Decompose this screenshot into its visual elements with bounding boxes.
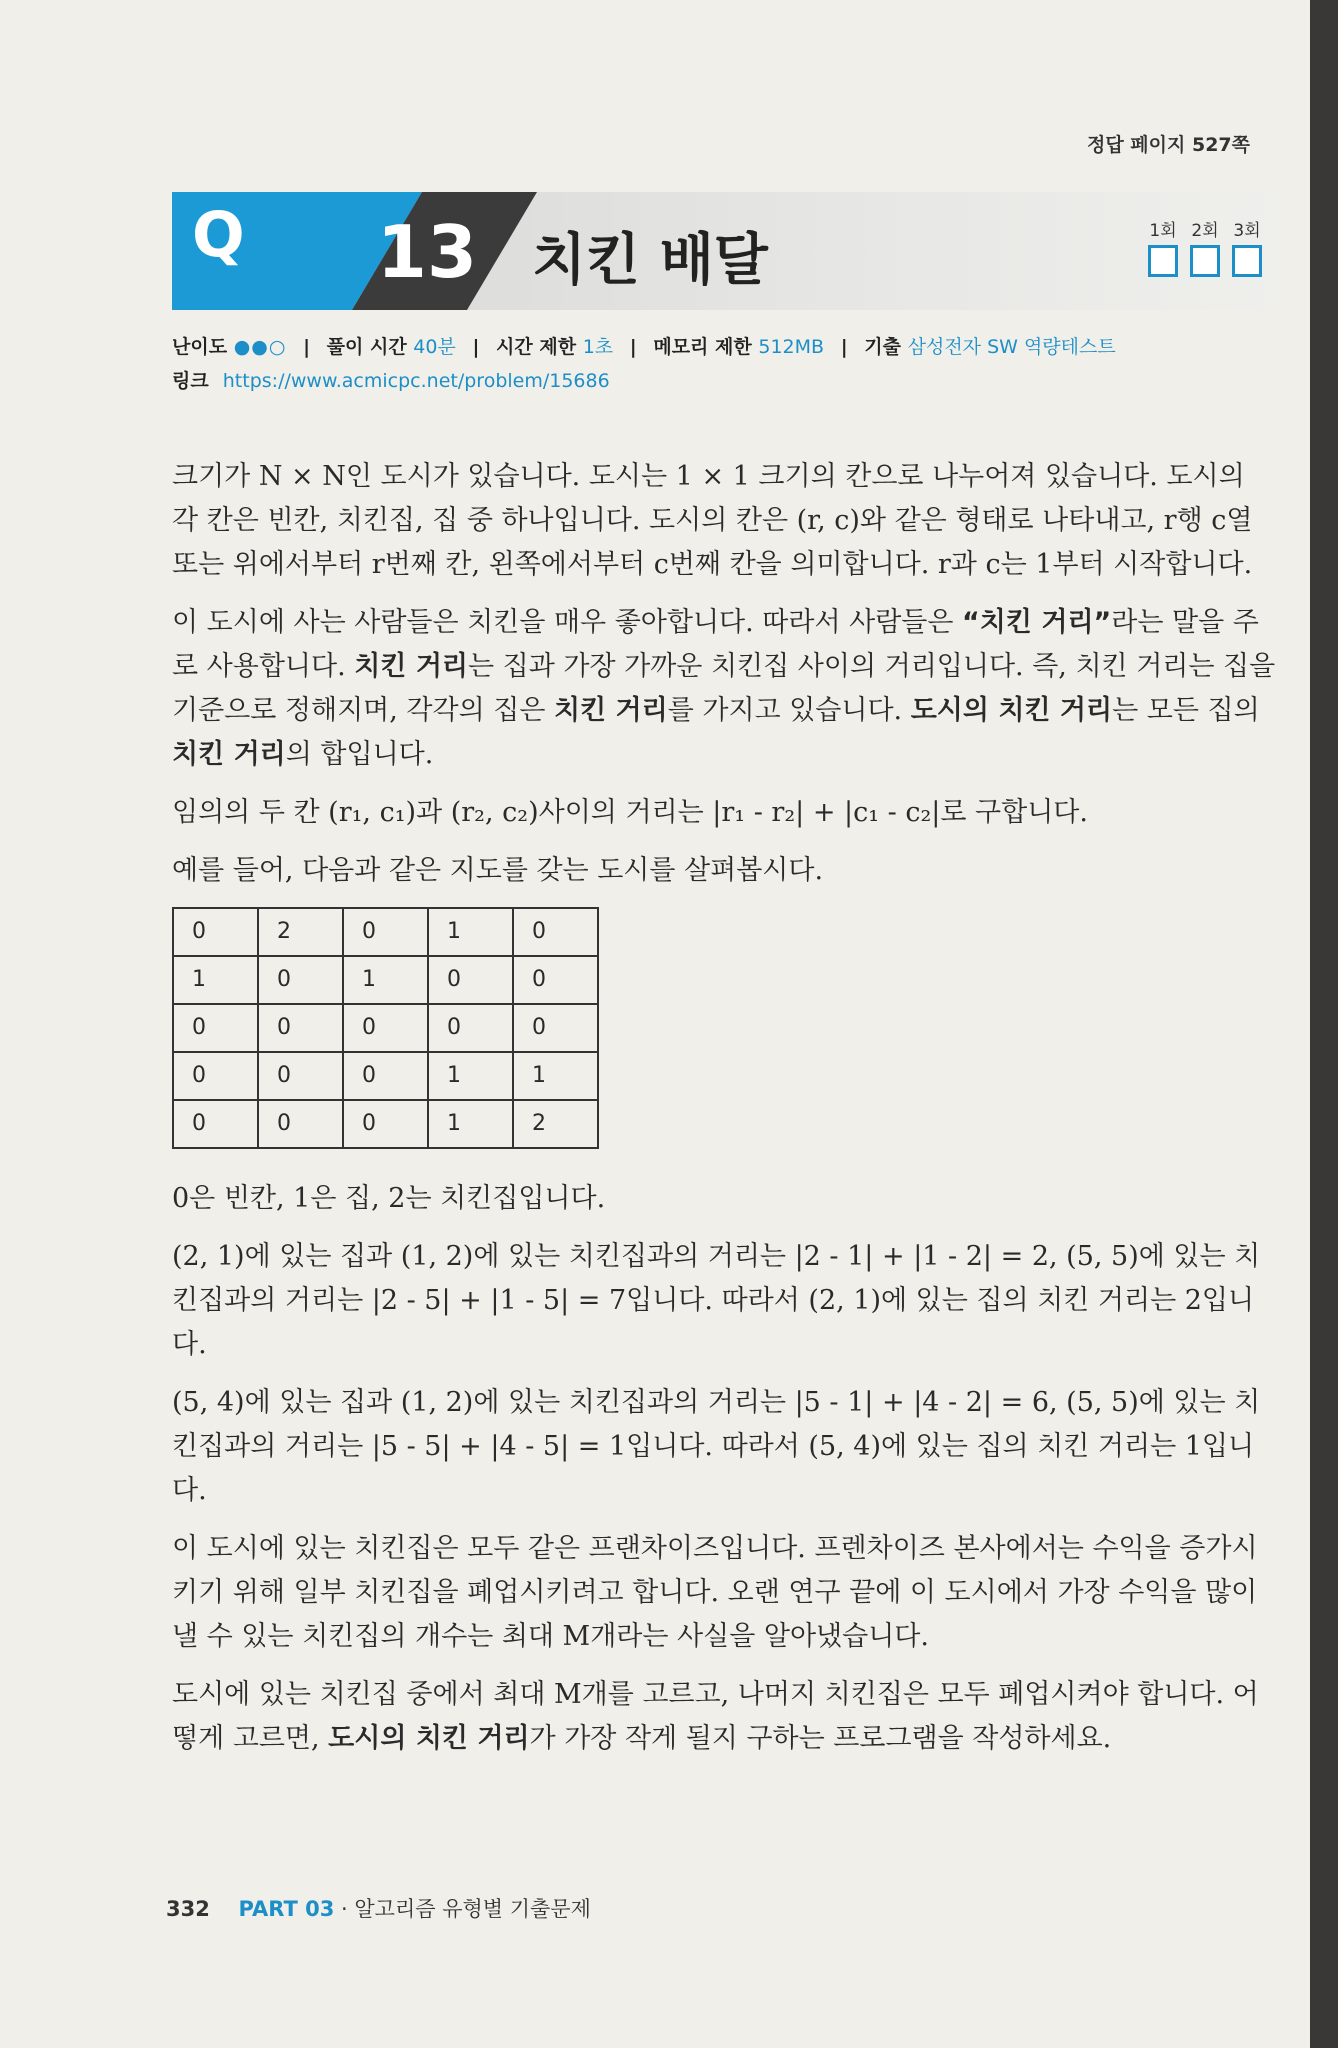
table-cell: 0	[258, 1052, 343, 1100]
table-cell: 1	[343, 956, 428, 1004]
difficulty-label: 난이도	[172, 336, 228, 358]
meta-separator: |	[629, 336, 637, 358]
table-cell: 0	[343, 908, 428, 956]
round-checkboxes	[1148, 216, 1262, 277]
table-cell: 2	[258, 908, 343, 956]
table-cell: 0	[173, 1052, 258, 1100]
limit-label: 시간 제한	[496, 336, 577, 358]
table-cell: 1	[428, 1052, 513, 1100]
table-cell: 0	[343, 1004, 428, 1052]
paragraph-2: 이 도시에 사는 사람들은 치킨을 매우 좋아합니다. 따라서 사람들은 “치킨 거리”라는 말을 주로 사용합니다. 치킨 거리는 집과 가장 가까운 치킨집 사이의 거리입니다. 즉, 치킨 거리는 집을 기준으로 정해지며, 각각의 집은 치킨 거리를 가지고 있습니다. 도시의 치킨 거리는 모든 집의 치킨 거리의 합입니다.	[172, 607, 1276, 770]
question-banner	[172, 192, 1282, 310]
paragraph-8: 이 도시에 있는 치킨집은 모두 같은 프랜차이즈입니다. 프렌차이즈 본사에서는 수익을 증가시키기 위해 일부 치킨집을 폐업시키려고 합니다. 오랜 연구 끝에 이 도시에서 가장 수익을 많이 낼 수 있는 치킨집의 개수는 최대 M개라는 사실을 알아냈습니다.	[172, 1533, 1258, 1652]
page-number: 332	[166, 1897, 210, 1921]
memory-value: 512MB	[758, 336, 825, 358]
meta-separator: |	[472, 336, 480, 358]
link-url[interactable]: https://www.acmicpc.net/problem/15686	[222, 370, 610, 392]
memory-label: 메모리 제한	[653, 336, 752, 358]
round-1-box[interactable]	[1148, 245, 1178, 277]
source-label: 기출	[864, 336, 901, 358]
table-cell: 1	[428, 908, 513, 956]
page-footer	[166, 1893, 591, 1923]
paragraph-7: (5, 4)에 있는 집과 (1, 2)에 있는 치킨집과의 거리는 |5 - 1| + |4 - 2| = 6, (5, 5)에 있는 치킨집과의 거리는 |5 - 5| + |4 - 5| = 1입니다. 따라서 (5, 4)에 있는 집의 치킨 거리는 1입니다.	[172, 1387, 1261, 1506]
table-cell: 2	[513, 1100, 598, 1148]
table-cell: 0	[513, 908, 598, 956]
table-cell: 0	[428, 956, 513, 1004]
paragraph-4: 예를 들어, 다음과 같은 지도를 갖는 도시를 살펴봅시다.	[172, 855, 824, 886]
paragraph-5: 0은 빈칸, 1은 집, 2는 치킨집입니다.	[172, 1183, 606, 1214]
table-row	[173, 1100, 598, 1148]
paragraph-1: 크기가 N × N인 도시가 있습니다. 도시는 1 × 1 크기의 칸으로 나누어져 있습니다. 도시의 각 칸은 빈칸, 치킨집, 집 중 하나입니다. 도시의 칸은 (r, c)와 같은 형태로 나타내고, r행 c열 또는 위에서부터 r번째 칸, 왼쪽에서부터 c번째 칸을 의미합니다. r과 c는 1부터 시작합니다.	[172, 461, 1253, 580]
problem-link	[172, 366, 610, 393]
problem-meta	[172, 332, 1116, 359]
time-value: 40분	[413, 336, 456, 358]
table-row	[173, 1052, 598, 1100]
problem-body	[172, 455, 1277, 1775]
question-letter: Q	[192, 198, 245, 271]
table-cell: 1	[513, 1052, 598, 1100]
question-number: 13	[376, 210, 478, 294]
table-cell: 0	[258, 1004, 343, 1052]
round-1-label: 1회	[1149, 221, 1177, 241]
source-value: 삼성전자 SW 역량테스트	[907, 336, 1116, 358]
table-row	[173, 956, 598, 1004]
table-cell: 0	[258, 956, 343, 1004]
table-cell: 0	[258, 1100, 343, 1148]
table-cell: 0	[513, 956, 598, 1004]
table-row	[173, 908, 598, 956]
time-label: 풀이 시간	[326, 336, 407, 358]
round-3[interactable]	[1232, 216, 1262, 277]
round-1[interactable]	[1148, 216, 1178, 277]
round-2-label: 2회	[1191, 221, 1219, 241]
table-cell: 0	[343, 1100, 428, 1148]
table-cell: 1	[428, 1100, 513, 1148]
table-cell: 0	[173, 1100, 258, 1148]
round-2-box[interactable]	[1190, 245, 1220, 277]
link-label: 링크	[172, 370, 209, 392]
answer-page-ref: 정답 페이지 527쪽	[1086, 134, 1250, 156]
table-cell: 0	[173, 908, 258, 956]
difficulty-dots: ●●○	[233, 336, 287, 358]
city-map-table	[172, 907, 599, 1149]
part-label: PART 03	[238, 1897, 335, 1921]
table-cell: 0	[343, 1052, 428, 1100]
limit-value: 1초	[582, 336, 614, 358]
question-title: 치킨 배달	[532, 228, 768, 293]
paragraph-6: (2, 1)에 있는 집과 (1, 2)에 있는 치킨집과의 거리는 |2 - 1| + |1 - 2| = 2, (5, 5)에 있는 치킨집과의 거리는 |2 - 5| + |1 - 5| = 7입니다. 따라서 (2, 1)에 있는 집의 치킨 거리는 2입니다.	[172, 1241, 1261, 1360]
meta-separator: |	[840, 336, 848, 358]
round-3-label: 3회	[1233, 221, 1261, 241]
chapter-label: · 알고리즘 유형별 기출문제	[341, 1897, 591, 1921]
table-cell: 0	[428, 1004, 513, 1052]
table-cell: 0	[513, 1004, 598, 1052]
meta-separator: |	[303, 336, 311, 358]
table-cell: 1	[173, 956, 258, 1004]
table-cell: 0	[173, 1004, 258, 1052]
round-2[interactable]	[1190, 216, 1220, 277]
paragraph-3: 임의의 두 칸 (r₁, c₁)과 (r₂, c₂)사이의 거리는 |r₁ - r₂| + |c₁ - c₂|로 구합니다.	[172, 797, 1088, 828]
round-3-box[interactable]	[1232, 245, 1262, 277]
table-row	[173, 1004, 598, 1052]
paragraph-9: 도시에 있는 치킨집 중에서 최대 M개를 고르고, 나머지 치킨집은 모두 폐업시켜야 합니다. 어떻게 고르면, 도시의 치킨 거리가 가장 작게 될지 구하는 프로그램을 작성하세요.	[172, 1679, 1259, 1754]
